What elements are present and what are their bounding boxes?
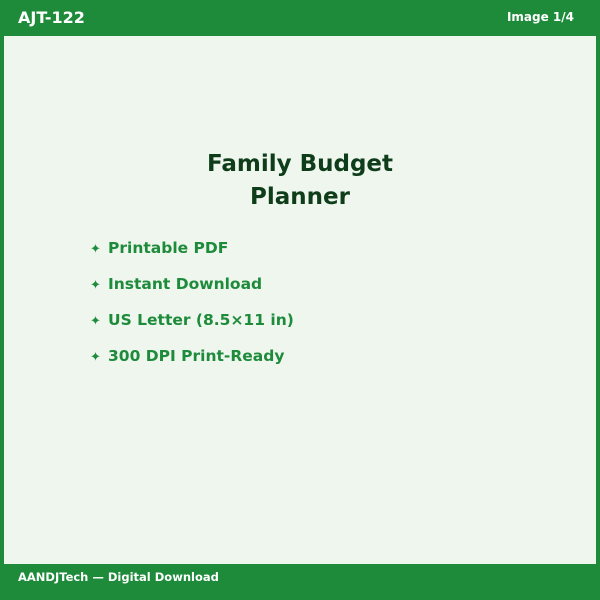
content-panel [4,36,596,564]
product-title [4,148,596,214]
feature-label: Printable PDF [108,239,229,257]
product-title-line-2: Planner [250,184,350,210]
product-title-line-1: Family Budget [206,151,394,177]
feature-item [90,344,294,380]
top-bar [0,0,600,36]
four-point-star-icon: ✦ [90,242,101,257]
four-point-star-icon: ✦ [90,278,101,293]
feature-item [90,272,294,308]
footer-bar [0,564,600,600]
four-point-star-icon: ✦ [90,314,101,329]
feature-label: 300 DPI Print-Ready [108,347,285,365]
feature-item [90,236,294,272]
footer-brand-text: AANDJTech — Digital Download [18,570,219,584]
feature-label: US Letter (8.5×11 in) [108,311,294,329]
product-sku: AJT-122 [18,8,85,27]
feature-item [90,308,294,344]
feature-label: Instant Download [108,275,263,293]
feature-list [90,236,294,380]
image-counter: Image 1/4 [506,10,574,24]
four-point-star-icon: ✦ [90,350,101,365]
